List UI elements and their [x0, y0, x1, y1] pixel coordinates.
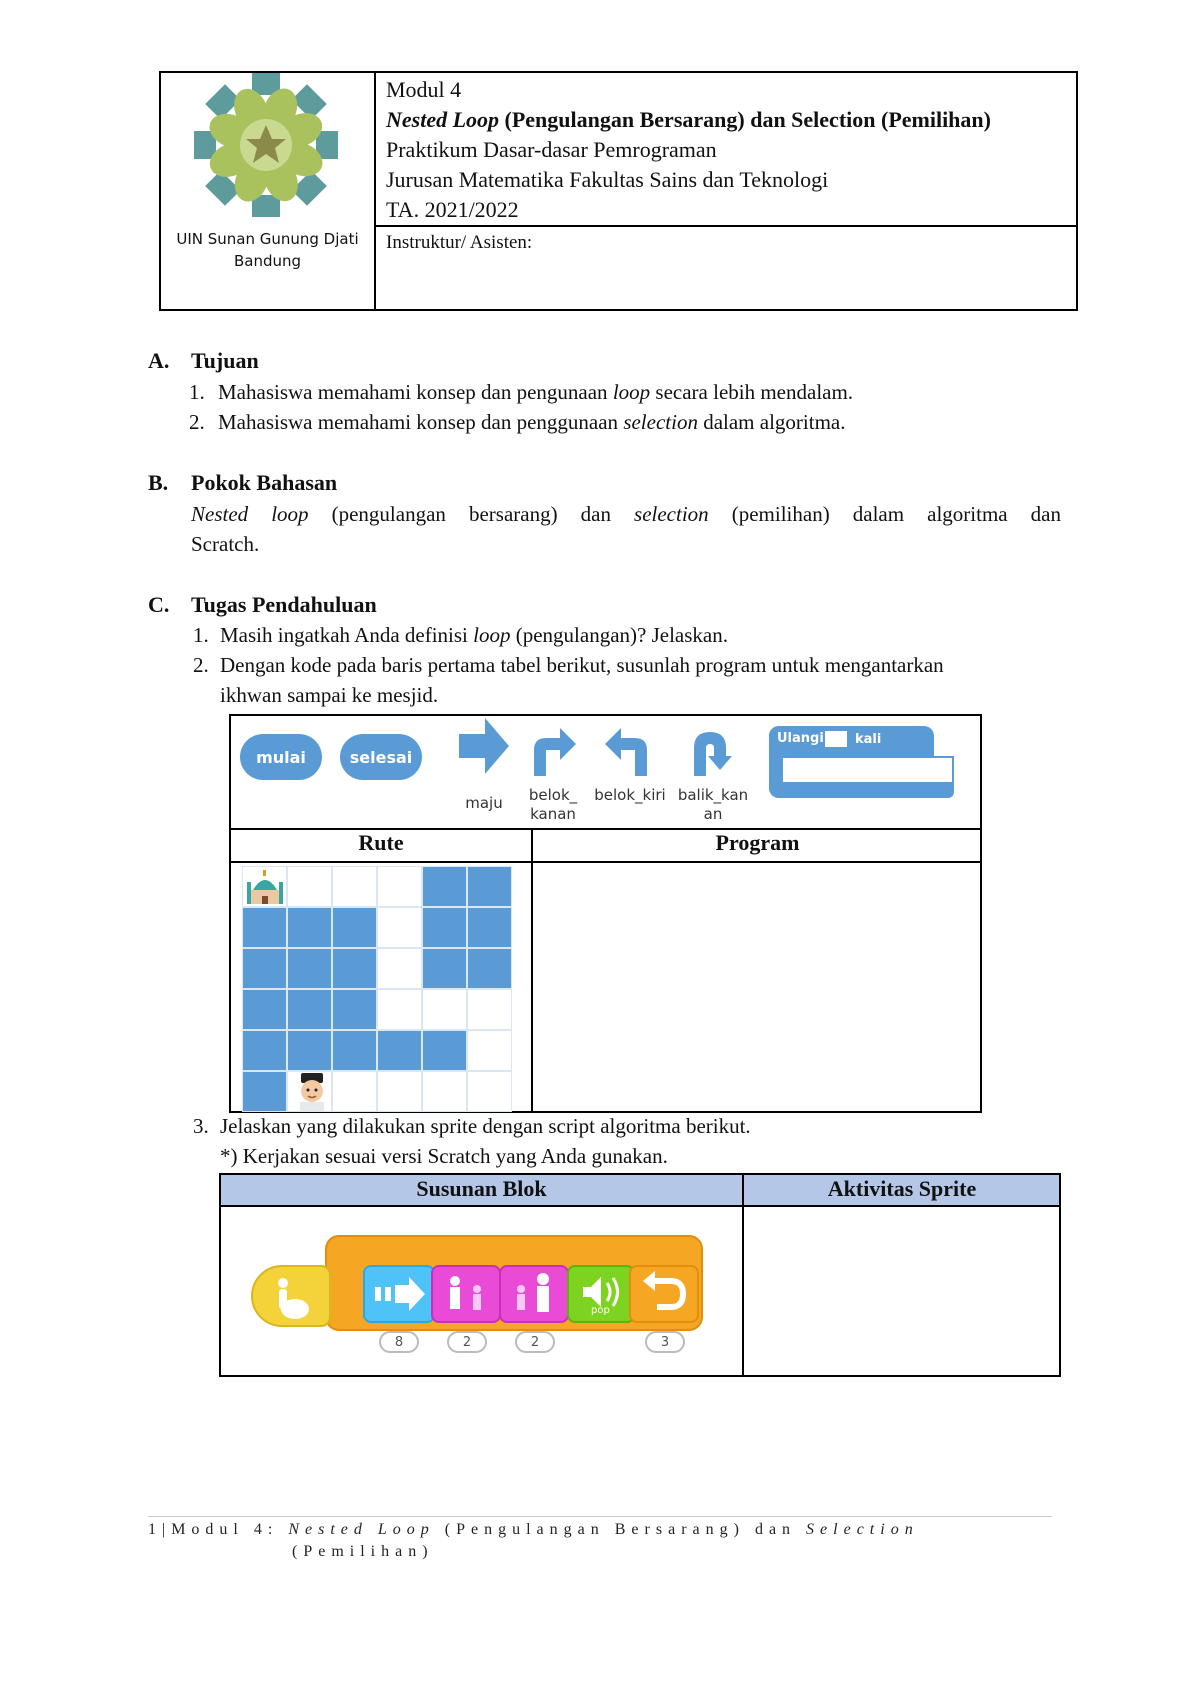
shrink-param: 2: [447, 1331, 487, 1353]
route-cell-open: [467, 1030, 512, 1071]
selesai-block: selesai: [340, 734, 422, 780]
turn-right-icon: [526, 726, 580, 780]
footer-line1: 1|Modul 4: Nested Loop (Pengulangan Bersarang) dan Selection: [148, 1521, 919, 1538]
module-title: Nested Loop (Pengulangan Bersarang) dan Selection (Pemilihan): [386, 107, 991, 132]
mosque-icon: [245, 870, 285, 908]
route-cell-open: [377, 866, 422, 907]
balik-kanan-caption: balik_kan an: [677, 786, 749, 823]
belok-kiri-caption: belok_kiri: [594, 786, 666, 804]
section-b-text-line1: Nested loop (pengulangan bersarang) dan selection (pemilihan) dalam algoritma dan: [191, 502, 1061, 526]
grow-block: [499, 1265, 569, 1323]
route-cell-blocked: [422, 866, 467, 907]
boy-avatar-icon: [292, 1071, 332, 1111]
turn-left-icon: [601, 726, 655, 780]
route-cell-open: [287, 866, 332, 907]
route-cell-open: [332, 1071, 377, 1112]
section-c-item-3-note: *) Kerjakan sesuai versi Scratch yang Anda gunakan.: [220, 1144, 668, 1168]
route-cell-open: [422, 989, 467, 1030]
route-cell-blocked: [242, 989, 287, 1030]
section-c-heading: C. Tugas Pendahuluan: [148, 592, 377, 617]
route-cell-blocked: [332, 1030, 377, 1071]
route-cell-open: [377, 907, 422, 948]
route-cell-blocked: [287, 1030, 332, 1071]
route-cell-blocked: [287, 907, 332, 948]
route-cell-blocked: [332, 907, 377, 948]
route-cell-open: [332, 866, 377, 907]
route-cell-open: [377, 1071, 422, 1112]
route-cell-open: [422, 1071, 467, 1112]
route-cell-blocked: [467, 948, 512, 989]
route-cell-blocked: [422, 1030, 467, 1071]
section-b-text-line2: Scratch.: [191, 532, 260, 556]
grow-icon: [501, 1267, 567, 1321]
mulai-block: mulai: [240, 734, 322, 780]
maju-caption: maju: [465, 794, 503, 812]
belok-kanan-caption: belok_ kanan: [528, 786, 578, 823]
route-program-table: [229, 714, 982, 1113]
susunan-blok-header: Susunan Blok: [416, 1176, 547, 1201]
grow-param: 2: [515, 1331, 555, 1353]
u-turn-icon: [686, 726, 734, 780]
route-cell-blocked: [287, 989, 332, 1030]
section-b-heading: B. Pokok Bahasan: [148, 470, 338, 495]
route-cell-blocked: [287, 948, 332, 989]
academic-year: TA. 2021/2022: [386, 197, 519, 222]
header-table: [159, 71, 1078, 311]
route-cell-blocked: [332, 989, 377, 1030]
footer-line2: (Pemilihan): [292, 1543, 434, 1560]
move-right-icon: [365, 1267, 433, 1321]
move-right-block: [363, 1265, 435, 1323]
department-name: Jurusan Matematika Fakultas Sains dan Teknologi: [386, 167, 829, 192]
section-c-item-2-line2: ikhwan sampai ke mesjid.: [220, 683, 439, 707]
course-name: Praktikum Dasar-dasar Pemrograman: [386, 137, 717, 162]
route-cell-blocked: [332, 948, 377, 989]
play-sound-block: pop: [567, 1265, 635, 1323]
tap-hand-icon: [253, 1267, 329, 1325]
route-cell-blocked: [242, 1071, 287, 1112]
route-cell-blocked: [242, 1030, 287, 1071]
route-cell-open: [467, 1071, 512, 1112]
module-label: Modul 4: [386, 77, 462, 102]
repeat-arrow-icon: [631, 1267, 697, 1321]
aktivitas-sprite-header: Aktivitas Sprite: [827, 1176, 977, 1201]
route-cell-open: [377, 989, 422, 1030]
shrink-block: [431, 1265, 501, 1323]
route-cell-blocked: [422, 907, 467, 948]
scratch-script: [251, 1235, 721, 1355]
start-on-tap-block: [251, 1265, 331, 1327]
move-steps-param: 8: [379, 1331, 419, 1353]
arrow-forward-icon: [455, 716, 513, 778]
route-cell-blocked: [242, 907, 287, 948]
route-cell-open: [377, 948, 422, 989]
route-cell-blocked: [467, 907, 512, 948]
repeat-end-block: [629, 1265, 699, 1323]
route-cell-blocked: [242, 948, 287, 989]
section-a-heading: A. Tujuan: [148, 348, 259, 373]
route-cell-blocked: [377, 1030, 422, 1071]
rute-header: Rute: [358, 830, 404, 855]
repeat-count-param: 3: [645, 1331, 685, 1353]
instructor-label: Instruktur/ Asisten:: [386, 232, 533, 253]
ulangi-block: Ulangi kali: [769, 726, 954, 798]
university-logo-icon: [171, 73, 361, 223]
ulangi-count-field: [825, 731, 847, 747]
shrink-icon: [433, 1267, 499, 1321]
program-header: Program: [715, 830, 800, 855]
route-cell-open: [467, 989, 512, 1030]
route-cell-blocked: [467, 866, 512, 907]
script-activity-table: [219, 1173, 1061, 1377]
route-cell-blocked: [422, 948, 467, 989]
university-name: UIN Sunan Gunung Djati Bandung: [176, 230, 359, 270]
